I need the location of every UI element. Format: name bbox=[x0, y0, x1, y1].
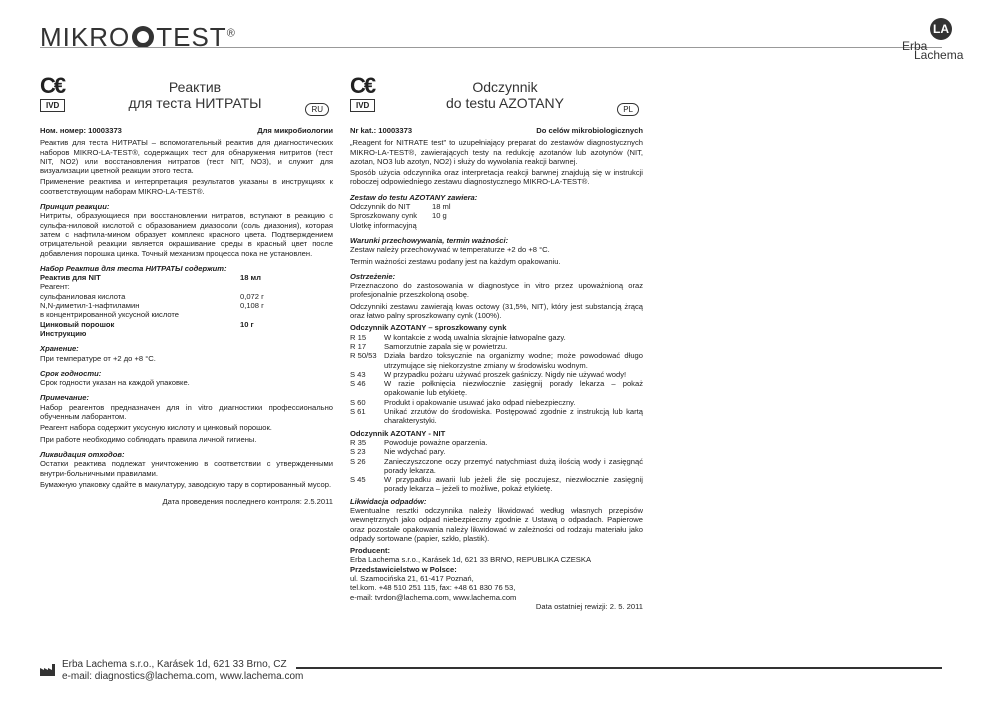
pl-kit-heading: Zestaw do testu AZOTANY zawiera: bbox=[350, 192, 478, 202]
pl-producer-heading: Producent: bbox=[350, 546, 391, 556]
registered-mark: ® bbox=[226, 27, 236, 40]
table-row bbox=[350, 438, 643, 447]
table-row bbox=[350, 211, 451, 220]
cell-label: Цинковый порошок bbox=[40, 319, 115, 329]
ru-date: Дата проведения последнего контроля: 2.5.2011 bbox=[162, 497, 333, 507]
brand-mark-icon bbox=[132, 26, 154, 48]
pl-catalog-row bbox=[350, 126, 643, 135]
cell-value: Działa bardzo toksycznie na organizmy wodne; może powodować długo utrzymujące się niekorzystne zmiany w środowisku wodnym. bbox=[384, 351, 643, 370]
pl-rep-email: e-mail: tvrdon@lachema.com, www.lachema.com bbox=[350, 592, 517, 602]
table-row bbox=[350, 447, 643, 456]
ivd-badge: IVD bbox=[350, 99, 375, 112]
pl-rep-phone: tel.kom. +48 510 251 115, fax: +48 61 830 76 53, bbox=[350, 583, 516, 593]
ru-shelf: Срок годности указан на каждой упаковке. bbox=[40, 378, 190, 388]
table-row bbox=[350, 407, 643, 426]
cell-label: Реактив для NIT bbox=[40, 273, 101, 283]
ivd-badge: IVD bbox=[40, 99, 65, 112]
cell-value: Produkt i opakowanie usuwać jako odpad niebezpieczny. bbox=[384, 397, 576, 407]
ru-kit-heading: Набор Реактив для теста НИТРАТЫ содержит: bbox=[40, 263, 227, 273]
pl-nit-phrases bbox=[350, 438, 643, 494]
table-row bbox=[40, 292, 264, 301]
pl-storage2: Termin ważności zestawu podany jest na każdym opakowaniu. bbox=[350, 256, 561, 266]
cell-value: 10 г bbox=[240, 319, 254, 329]
pl-zinc-phrases bbox=[350, 333, 643, 426]
cell-value: 10 g bbox=[432, 211, 447, 221]
cell-value: 0,108 г bbox=[240, 301, 264, 311]
ru-title-line1: Реактив bbox=[168, 79, 222, 95]
company-logo bbox=[902, 18, 964, 62]
table-row bbox=[350, 457, 643, 476]
cell-value: 18 мл bbox=[240, 273, 261, 283]
cell-value bbox=[240, 329, 264, 338]
table-row bbox=[350, 379, 643, 398]
column-pl bbox=[350, 75, 643, 611]
cell-label: S 61 bbox=[350, 407, 366, 417]
ru-note1: Набор реагентов предназначен для in vitro диагностики профессионально обученным лаборантом. bbox=[40, 402, 333, 422]
ru-principle-heading: Принцип реакции: bbox=[40, 202, 110, 212]
brand-name-left: MIKRO bbox=[40, 22, 131, 52]
pl-waste: Ewentualne resztki odczynnika należy likwidować według własnych przepisów wewnętrznych jako odpad niebezpieczny zgodnie z Ustawą o odpadach. Papierowe oraz pozostałe opakowania należy likwidować w zależności od rodzaju materiału jako odpady sortowane (papier, szkło, plastik). bbox=[350, 505, 643, 543]
table-row bbox=[350, 221, 451, 230]
cell-value: W razie połknięcia niezwłocznie zasięgnij porady lekarza – pokaż opakowanie lub etykietę. bbox=[384, 379, 643, 398]
cell-label: Реагент: bbox=[40, 282, 70, 292]
cell-value bbox=[240, 310, 264, 319]
pl-title-line1: Odczynnik bbox=[472, 79, 538, 95]
cell-label: Инструкцию bbox=[40, 328, 87, 338]
ru-waste1: Остатки реактива подлежат уничтожению в соответствии с утвержденными внутри-больничными правилами. bbox=[40, 459, 333, 478]
pl-catalog-number: Nr kat.: 10003373 bbox=[350, 126, 413, 135]
ru-intro2: Применение реактива и интерпретация результатов указаны в инструкциях к соответствующим наборам MIKRO-LA-TEST®. bbox=[40, 177, 333, 196]
cell-label: R 50/53 bbox=[350, 351, 377, 361]
ru-note2: Реагент набора содержит уксусную кислоту и цинковый порошок. bbox=[40, 423, 272, 433]
footer-divider bbox=[296, 667, 942, 669]
table-row bbox=[350, 398, 643, 407]
pl-title bbox=[410, 79, 600, 111]
pl-date: Data ostatniej rewizji: 2. 5. 2011 bbox=[535, 601, 643, 611]
table-row bbox=[40, 329, 264, 338]
brand-logo bbox=[40, 22, 236, 53]
cell-label: R 15 bbox=[350, 332, 367, 342]
ru-note3: При работе необходимо соблюдать правила личной гигиены. bbox=[40, 434, 257, 444]
pl-warning1: Przeznaczono do zastosowania w diagnostyce in vitro przez upoważnioną oraz profesjonalnie przeszkoloną osobę. bbox=[350, 281, 643, 300]
cell-label: S 26 bbox=[350, 456, 366, 466]
pl-warning2: Odczynniki zestawu zawierają kwas octowy (31,5%, NIT), który jest substancją żrącą oraz łatwo palny sproszkowany cynk (100%). bbox=[350, 301, 643, 321]
ru-shelf-heading: Срок годности: bbox=[40, 368, 102, 378]
table-row bbox=[40, 301, 264, 310]
pl-warning-heading: Ostrzeżenie: bbox=[350, 271, 396, 281]
pl-title-line2: do testu AZOTANY bbox=[445, 95, 564, 111]
pl-storage1: Zestaw należy przechowywać w temperaturze +2 do +8 °C. bbox=[350, 245, 550, 255]
table-row bbox=[40, 282, 264, 291]
cell-label: R 35 bbox=[350, 437, 367, 447]
ce-mark-icon: C€ bbox=[40, 73, 65, 98]
table-row bbox=[40, 273, 264, 282]
cell-value: 18 ml bbox=[432, 202, 451, 212]
pl-intro2: Sposób użycia odczynnika oraz interpretacja reakcji barwnej znajdują się w instrukcji roboczej odpowiedniego zestawu diagnostycznego MIKRO-LA-TEST®. bbox=[350, 168, 643, 187]
ru-storage-heading: Хранение: bbox=[40, 344, 79, 354]
cell-label: S 43 bbox=[350, 369, 366, 379]
pl-intro: „Reagent for NITRATE test” to uzupełniający preparat do zestawów diagnostycznych MIKRO-LA-TEST®, zawierających testy na redukcję azotanów lub azotynów (NIT, azotan, NO3 lub azotyn, NO2) i służy do wywołania reakcji barwnej. bbox=[350, 138, 643, 166]
company-name-top: Erba bbox=[902, 39, 928, 53]
cell-value: Samorzutnie zapala się w powietrzu. bbox=[384, 341, 508, 351]
ru-waste2: Бумажную упаковку сдайте в макулатуру, заводскую тару в сортированный мусор. bbox=[40, 479, 332, 489]
pl-purpose: Do celów mikrobiologicznych bbox=[536, 126, 643, 135]
cell-value: Unikać zrzutów do środowiska. Postępować zgodnie z instrukcją lub kartą charakterystyki. bbox=[384, 407, 643, 426]
ru-catalog-number: Ном. номер: 10003373 bbox=[40, 126, 122, 135]
cell-value: Zanieczyszczone oczy przemyć natychmiast dużą ilością wody i zasięgnąć porady lekarza. bbox=[384, 456, 643, 475]
table-row bbox=[350, 351, 643, 370]
cell-label: N,N-диметил-1-нафтиламин bbox=[40, 301, 140, 311]
ru-principle: Нитриты, образующиеся при восстановлении нитратов, вступают в реакцию с сульфа-ниловой кислотой с образованием диазосоли (соль диазония), которая затем с нафтила-мином образует комплекс красного цвета. Подтверждением отрицательной реакции является окрашивание среды в красный цвет после добавления порошка цинка. Точный механизм процесса пока не установлен. bbox=[40, 211, 333, 258]
table-row bbox=[350, 475, 643, 494]
cell-label: R 17 bbox=[350, 341, 367, 351]
ru-kit-table bbox=[40, 273, 264, 338]
footer-address: Erba Lachema s.r.o., Karásek 1d, 621 33 Brno, CZ bbox=[62, 659, 287, 670]
pl-header bbox=[350, 75, 643, 123]
factory-icon bbox=[40, 664, 56, 676]
ru-catalog-row bbox=[40, 126, 333, 135]
pl-rep-address: ul. Szamocińska 21, 61-417 Poznań, bbox=[350, 574, 474, 584]
cell-label: в концентрированной уксусной кислоте bbox=[40, 310, 180, 320]
cell-value bbox=[432, 221, 451, 230]
cell-label: сульфаниловая кислота bbox=[40, 291, 126, 301]
pl-producer: Erba Lachema s.r.o., Karásek 1d, 621 33 BRNO, REPUBLIKA CZESKA bbox=[350, 555, 592, 565]
cell-value: 0,072 г bbox=[240, 291, 264, 301]
cell-label: S 60 bbox=[350, 397, 366, 407]
company-badge-icon: LA bbox=[930, 18, 952, 40]
footer-contact bbox=[62, 659, 303, 683]
cell-value: W przypadku awarii lub jeżeli źle się poczujesz, niezwłocznie zasięgnij porady lekarza – jeżeli to możliwe, pokaż etykietę. bbox=[384, 475, 643, 494]
cell-label: Sproszkowany cynk bbox=[350, 211, 418, 221]
ru-purpose: Для микробиологии bbox=[257, 126, 333, 135]
pl-storage-heading: Warunki przechowywania, termin ważności: bbox=[350, 235, 509, 245]
company-name-bottom: Lachema bbox=[914, 48, 964, 62]
table-row bbox=[350, 202, 451, 211]
pl-representative-heading: Przedstawicielstwo w Polsce: bbox=[350, 564, 457, 574]
pl-kit-table bbox=[350, 202, 451, 230]
cell-label: Ulotkę informacyjną bbox=[350, 220, 417, 230]
table-row bbox=[40, 310, 264, 319]
header-divider bbox=[40, 47, 942, 48]
pl-waste-heading: Likwidacja odpadów: bbox=[350, 496, 427, 506]
cell-value: W przypadku pożaru używać proszek gaśniczy. Nigdy nie używać wody! bbox=[384, 369, 627, 379]
pl-nit-heading: Odczynnik AZOTANY - NIT bbox=[350, 428, 446, 438]
cell-label: S 46 bbox=[350, 379, 366, 389]
cell-value: W kontakcie z wodą uwalnia skrajnie łatwopalne gazy. bbox=[384, 332, 566, 342]
cell-label: S 45 bbox=[350, 475, 366, 485]
ru-storage: При температуре от +2 до +8 °C. bbox=[40, 353, 156, 363]
pl-zinc-heading: Odczynnik AZOTANY – sproszkowany cynk bbox=[350, 323, 507, 333]
brand-name-right: TEST bbox=[156, 22, 227, 52]
ru-title-line2: для теста НИТРАТЫ bbox=[128, 95, 262, 111]
cell-label: Odczynnik do NIT bbox=[350, 202, 411, 212]
cell-value: Powoduje poważne oparzenia. bbox=[384, 437, 488, 447]
ru-intro: Реактив для теста НИТРАТЫ – вспомогательный реактив для диагностических наборов MIKRO-LA-TEST®, содержащих тест для обнаружения нитритов (тест NIT, NO2) или восстановления нитратов (тест NIT, NO3), и служит для визуализации цветной реакции этого теста. bbox=[40, 138, 333, 176]
ce-mark-icon: C€ bbox=[350, 73, 375, 98]
table-row bbox=[40, 320, 264, 329]
column-ru bbox=[40, 75, 333, 506]
ru-title bbox=[100, 79, 290, 111]
table-row bbox=[350, 333, 643, 342]
footer-email: e-mail: diagnostics@lachema.com, www.lachema.com bbox=[62, 671, 304, 682]
cell-value bbox=[240, 282, 264, 291]
ru-header bbox=[40, 75, 333, 123]
cell-label: S 23 bbox=[350, 447, 366, 457]
ru-waste-heading: Ликвидация отходов: bbox=[40, 449, 125, 459]
table-row bbox=[350, 342, 643, 351]
language-badge-ru: RU bbox=[305, 103, 329, 116]
ru-note-heading: Примечание: bbox=[40, 393, 90, 403]
cell-value: Nie wdychać pary. bbox=[384, 447, 446, 457]
table-row bbox=[350, 370, 643, 379]
language-badge-pl: PL bbox=[617, 103, 639, 116]
